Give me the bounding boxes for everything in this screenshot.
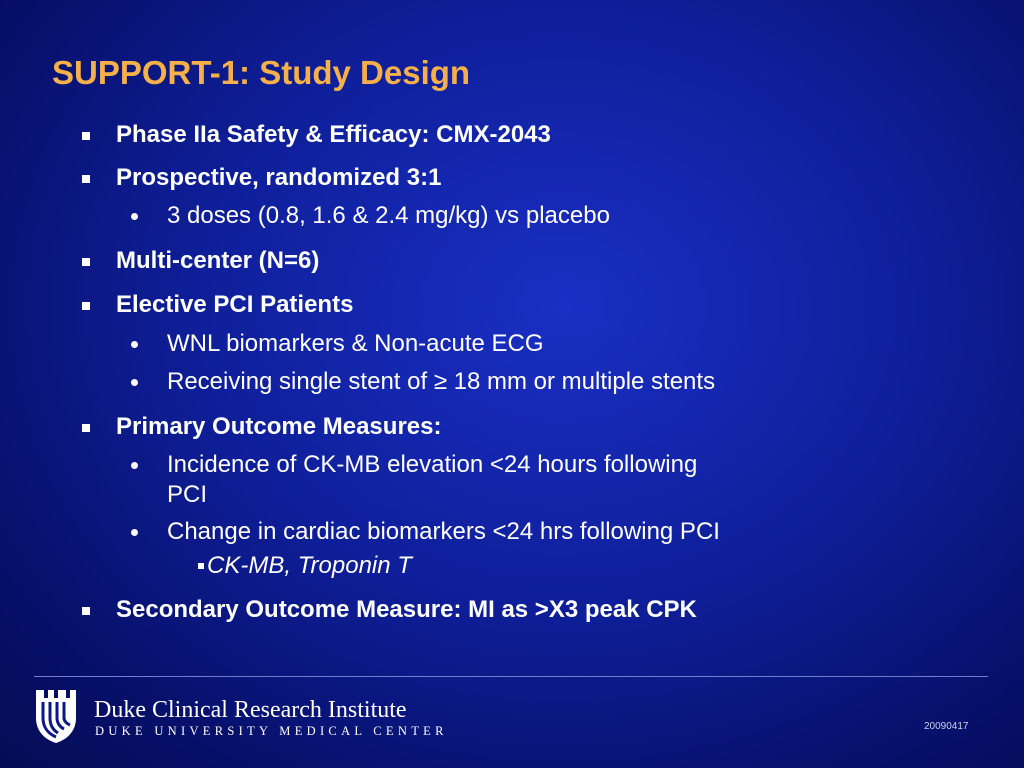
institute-name: Duke Clinical Research Institute [94,697,407,723]
square-bullet-icon [82,258,90,266]
slide-title: SUPPORT-1: Study Design [52,54,471,91]
sub-bullet-doses: 3 doses (0.8, 1.6 & 2.4 mg/kg) vs placebo [167,202,610,229]
bullet-secondary-outcome: Secondary Outcome Measure: MI as >X3 peak CPK [116,596,697,623]
footer-divider [34,676,988,677]
sub-bullet-ckmb-incidence: Incidence of CK-MB elevation <24 hours following [167,451,698,478]
square-bullet-icon [82,302,90,310]
dot-bullet-icon [131,529,138,536]
bullet-primary-outcome: Primary Outcome Measures: [116,413,442,440]
slide-code: 20090417 [924,721,969,732]
square-bullet-icon [82,424,90,432]
square-bullet-icon [82,132,90,140]
square-bullet-icon [82,175,90,183]
duke-chapel-logo-icon [34,688,78,744]
dot-bullet-icon [131,462,138,469]
institute-subtitle: DUKE UNIVERSITY MEDICAL CENTER [95,724,448,738]
sub-sub-bullet-markers: CK-MB, Troponin T [207,552,412,579]
dot-bullet-icon [131,341,138,348]
bullet-prospective: Prospective, randomized 3:1 [116,164,442,191]
sub-bullet-biomarkers: WNL biomarkers & Non-acute ECG [167,330,544,357]
square-bullet-icon [198,563,204,569]
bullet-elective-pci: Elective PCI Patients [116,291,354,318]
sub-bullet-stent: Receiving single stent of ≥ 18 mm or multiple stents [167,368,716,395]
bullet-phase: Phase IIa Safety & Efficacy: CMX-2043 [116,121,551,148]
bullet-multicenter: Multi-center (N=6) [116,247,320,274]
sub-bullet-cardiac-change: Change in cardiac biomarkers <24 hrs following PCI [167,518,720,545]
dot-bullet-icon [131,213,138,220]
square-bullet-icon [82,607,90,615]
dot-bullet-icon [131,379,138,386]
sub-bullet-ckmb-incidence-cont: PCI [167,481,208,508]
